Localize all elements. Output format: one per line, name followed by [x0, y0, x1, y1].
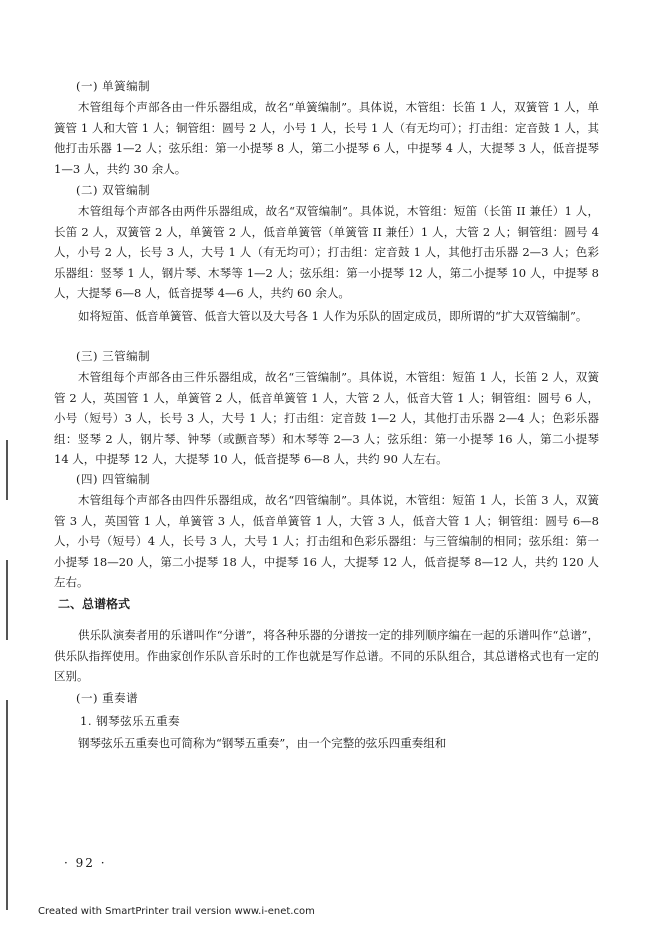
- paragraph-piano-quintet: 钢琴弦乐五重奏也可简称为“钢琴五重奏”，由一个完整的弦乐四重奏组和: [78, 736, 447, 750]
- part-heading-score-format: 二、总谱格式: [58, 597, 131, 611]
- item-heading-piano-quintet: 1. 钢琴弦乐五重奏: [80, 714, 181, 728]
- binding-edge-line: [6, 700, 8, 910]
- section-heading-single-reed: (一) 单簧编制: [76, 79, 151, 93]
- sub-heading-ensemble-score: (一) 重奏谱: [76, 691, 139, 705]
- binding-edge-line: [6, 440, 8, 500]
- paragraph-quad-reed: 木管组每个声部各由四件乐器组成，故名“四管编制”。具体说，木管组：短笛 1 人，长笛 3 人，双簧管 3 人，英国管 1 人，单簧管 3 人，低音单簧管 1 人，大管 3 人，低音大管 1 人；铜管组：圆号 6—8 人，小号（短号）4 人，长号 3 人，大号 1 人；打击组和色彩乐器组：与三管编制的相同；弦乐组：第一小提琴 18—20 人，第二小提琴 18 人，中提琴 16 人，大提琴 12 人，低音提琴 8—12 人，共约 120 人左右。: [54, 493, 599, 589]
- paragraph-score-format: 供乐队演奏者用的乐谱叫作“分谱”，将各种乐器的分谱按一定的排列顺序编在一起的乐谱叫作“总谱”，供乐队指挥使用。作曲家创作乐队音乐时的工作也就是写作总谱。不同的乐队组合，其总谱格式也有一定的区别。: [54, 628, 599, 683]
- paragraph-expanded-double: 如将短笛、低音单簧管、低音大管以及大号各 1 人作为乐队的固定成员，即所谓的“扩大双管编制”。: [78, 309, 588, 323]
- paragraph-single-reed: 木管组每个声部各由一件乐器组成，故名“单簧编制”。具体说，木管组：长笛 1 人，双簧管 1 人，单簧管 1 人和大管 1 人；铜管组：圆号 2 人，小号 1 人，长号 1 人（有无均可）；打击组：定音鼓 1 人，其他打击乐器 1—2 人；弦乐组：第一小提琴 8 人，第二小提琴 6 人，中提琴 4 人，大提琴 3 人，低音提琴 1—3 人，共约 30 余人。: [54, 100, 599, 176]
- section-heading-triple-reed: (三) 三管编制: [76, 349, 151, 363]
- section-heading-quad-reed: (四) 四管编制: [76, 472, 151, 486]
- page-number: · 92 ·: [64, 856, 107, 870]
- section-heading-double-reed: (二) 双管编制: [76, 183, 151, 197]
- paragraph-double-reed: 木管组每个声部各由两件乐器组成，故名“双管编制”。具体说，木管组：短笛（长笛 II 兼任）1 人，长笛 2 人，双簧管 2 人，单簧管 2 人，低音单簧管（单簧管 II 兼任）1 人，大管 2 人；铜管组：圆号 4 人，小号 2 人，长号 3 人，大号 1 人（有无均可）；打击组：定音鼓 1 人，其他打击乐器 2—3 人；色彩乐器组：竖琴 1 人，钢片琴、木琴等 1—2 人；弦乐组：第一小提琴 12 人，第二小提琴 10 人，中提琴 8 人，大提琴 6—8 人，低音提琴 4—6 人，共约 60 余人。: [54, 204, 599, 300]
- watermark-footer: Created with SmartPrinter trail version www.i-enet.com: [38, 906, 315, 917]
- binding-edge-line: [6, 560, 8, 640]
- paragraph-triple-reed: 木管组每个声部各由三件乐器组成，故名“三管编制”。具体说，木管组：短笛 1 人，长笛 2 人，双簧管 2 人，英国管 1 人，单簧管 2 人，低音单簧管 1 人，大管 2 人，低音大管 1 人；铜管组：圆号 6 人，小号（短号）3 人，长号 3 人，大号 1 人；打击组：定音鼓 1—2 人，其他打击乐器 2—4 人；色彩乐器组：竖琴 2 人，钢片琴、钟琴（或颤音琴）和木琴等 2—3 人；弦乐组：第一小提琴 16 人，第二小提琴 14 人，中提琴 12 人，大提琴 10 人，低音提琴 6—8 人，共约 90 人左右。: [54, 370, 599, 466]
